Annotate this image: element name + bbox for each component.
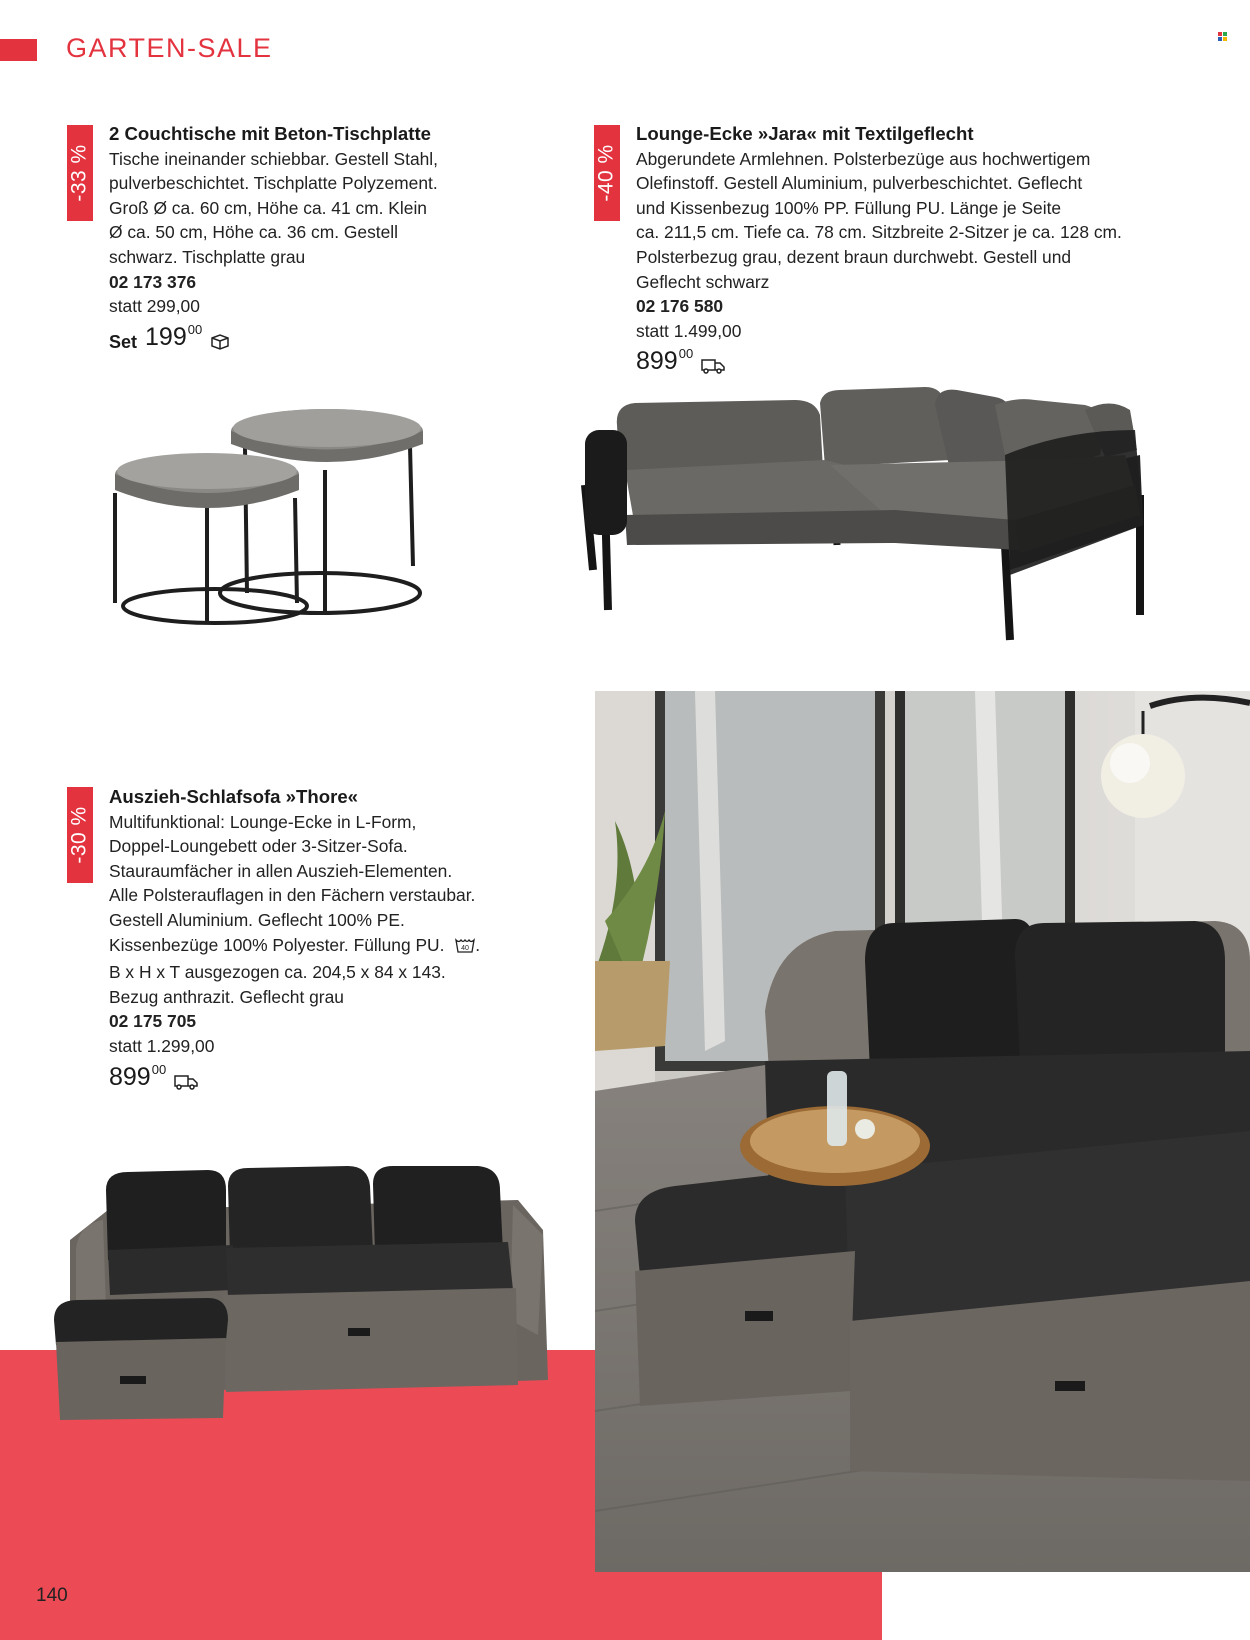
header-accent-bar: [0, 39, 37, 61]
product-desc-text: Kissenbezüge 100% Polyester. Füllung PU.: [109, 934, 445, 955]
product-desc-line: Alle Polsterauflagen in den Fächern verstaubar.: [109, 885, 476, 906]
product-price: [109, 322, 438, 357]
product-title: Lounge-Ecke »Jara« mit Textilgeflecht: [636, 123, 974, 144]
discount-badge-2: -40 %: [594, 125, 620, 221]
product-price: [109, 1062, 480, 1097]
product-old-price: statt 299,00: [109, 296, 200, 317]
product-desc-line: Polsterbezug grau, dezent braun durchwebt. Gestell und: [636, 246, 1072, 267]
product-couchtische: [109, 122, 438, 356]
package-icon: [210, 332, 230, 357]
product-old-price: statt 1.299,00: [109, 1035, 215, 1056]
price-main: 199: [145, 322, 187, 351]
wash-symbol-icon: [455, 936, 475, 961]
product-desc-line: und Kissenbezug 100% PP. Füllung PU. Länge je Seite: [636, 197, 1062, 218]
product-desc-line: Olefinstoff. Gestell Aluminium, pulverbeschichtet. Geflecht: [636, 173, 1083, 194]
product-desc-line: B x H x T ausgezogen ca. 204,5 x 84 x 143.: [109, 962, 446, 983]
page-number: 140: [36, 1585, 68, 1606]
product-desc-line: Kissenbezüge 100% Polyester. Füllung PU. 40 .: [109, 933, 480, 961]
lifestyle-photo-schlafsofa: [595, 691, 1250, 1572]
product-sku: 02 173 376: [109, 271, 197, 292]
corner-logo-icon: [1218, 32, 1227, 41]
discount-badge-1: -33 %: [67, 125, 93, 221]
product-schlafsofa-thore: [109, 785, 480, 1096]
price-cents: 00: [187, 321, 203, 337]
delivery-truck-icon: [174, 1072, 198, 1097]
product-desc-line: Ø ca. 50 cm, Höhe ca. 36 cm. Gestell: [109, 222, 398, 243]
product-old-price: statt 1.499,00: [636, 320, 742, 341]
price-main: 899: [636, 347, 678, 376]
product-image-lounge-ecke: [565, 375, 1165, 650]
product-image-schlafsofa: [48, 1160, 553, 1442]
product-desc-line: Doppel-Loungebett oder 3-Sitzer-Sofa.: [109, 836, 408, 857]
product-desc-line: ca. 211,5 cm. Tiefe ca. 78 cm. Sitzbreite 2-Sitzer je ca. 128 cm.: [636, 222, 1122, 243]
product-desc-line: Abgerundete Armlehnen. Polsterbezüge aus hochwertigem: [636, 148, 1091, 169]
product-desc-line: pulverbeschichtet. Tischplatte Polyzement.: [109, 173, 438, 194]
product-sku: 02 175 705: [109, 1011, 197, 1032]
product-desc-line: Tische ineinander schiebbar. Gestell Stahl,: [109, 148, 438, 169]
price-cents: 00: [151, 1061, 167, 1077]
page-title: GARTEN-SALE: [66, 33, 273, 63]
price-cents: 00: [678, 346, 694, 362]
product-image-couchtische: [95, 408, 445, 638]
product-title: 2 Couchtische mit Beton-Tischplatte: [109, 123, 431, 144]
product-desc-line: Groß Ø ca. 60 cm, Höhe ca. 41 cm. Klein: [109, 197, 427, 218]
product-lounge-ecke-jara: [636, 122, 1122, 381]
product-desc-line: Geflecht schwarz: [636, 271, 770, 292]
svg-text:40: 40: [461, 944, 470, 952]
product-desc-line: Bezug anthrazit. Geflecht grau: [109, 986, 344, 1007]
product-desc-line: Stauraumfächer in allen Auszieh-Elementen.: [109, 860, 453, 881]
product-title: Auszieh-Schlafsofa »Thore«: [109, 786, 359, 807]
product-desc-line: Multifunktional: Lounge-Ecke in L-Form,: [109, 811, 417, 832]
discount-badge-3: -30 %: [67, 787, 93, 883]
product-desc-line: schwarz. Tischplatte grau: [109, 246, 306, 267]
price-main: 899: [109, 1062, 151, 1091]
product-desc-line: Gestell Aluminium. Geflecht 100% PE.: [109, 909, 405, 930]
price-prefix: Set: [109, 331, 138, 352]
product-sku: 02 176 580: [636, 296, 724, 317]
